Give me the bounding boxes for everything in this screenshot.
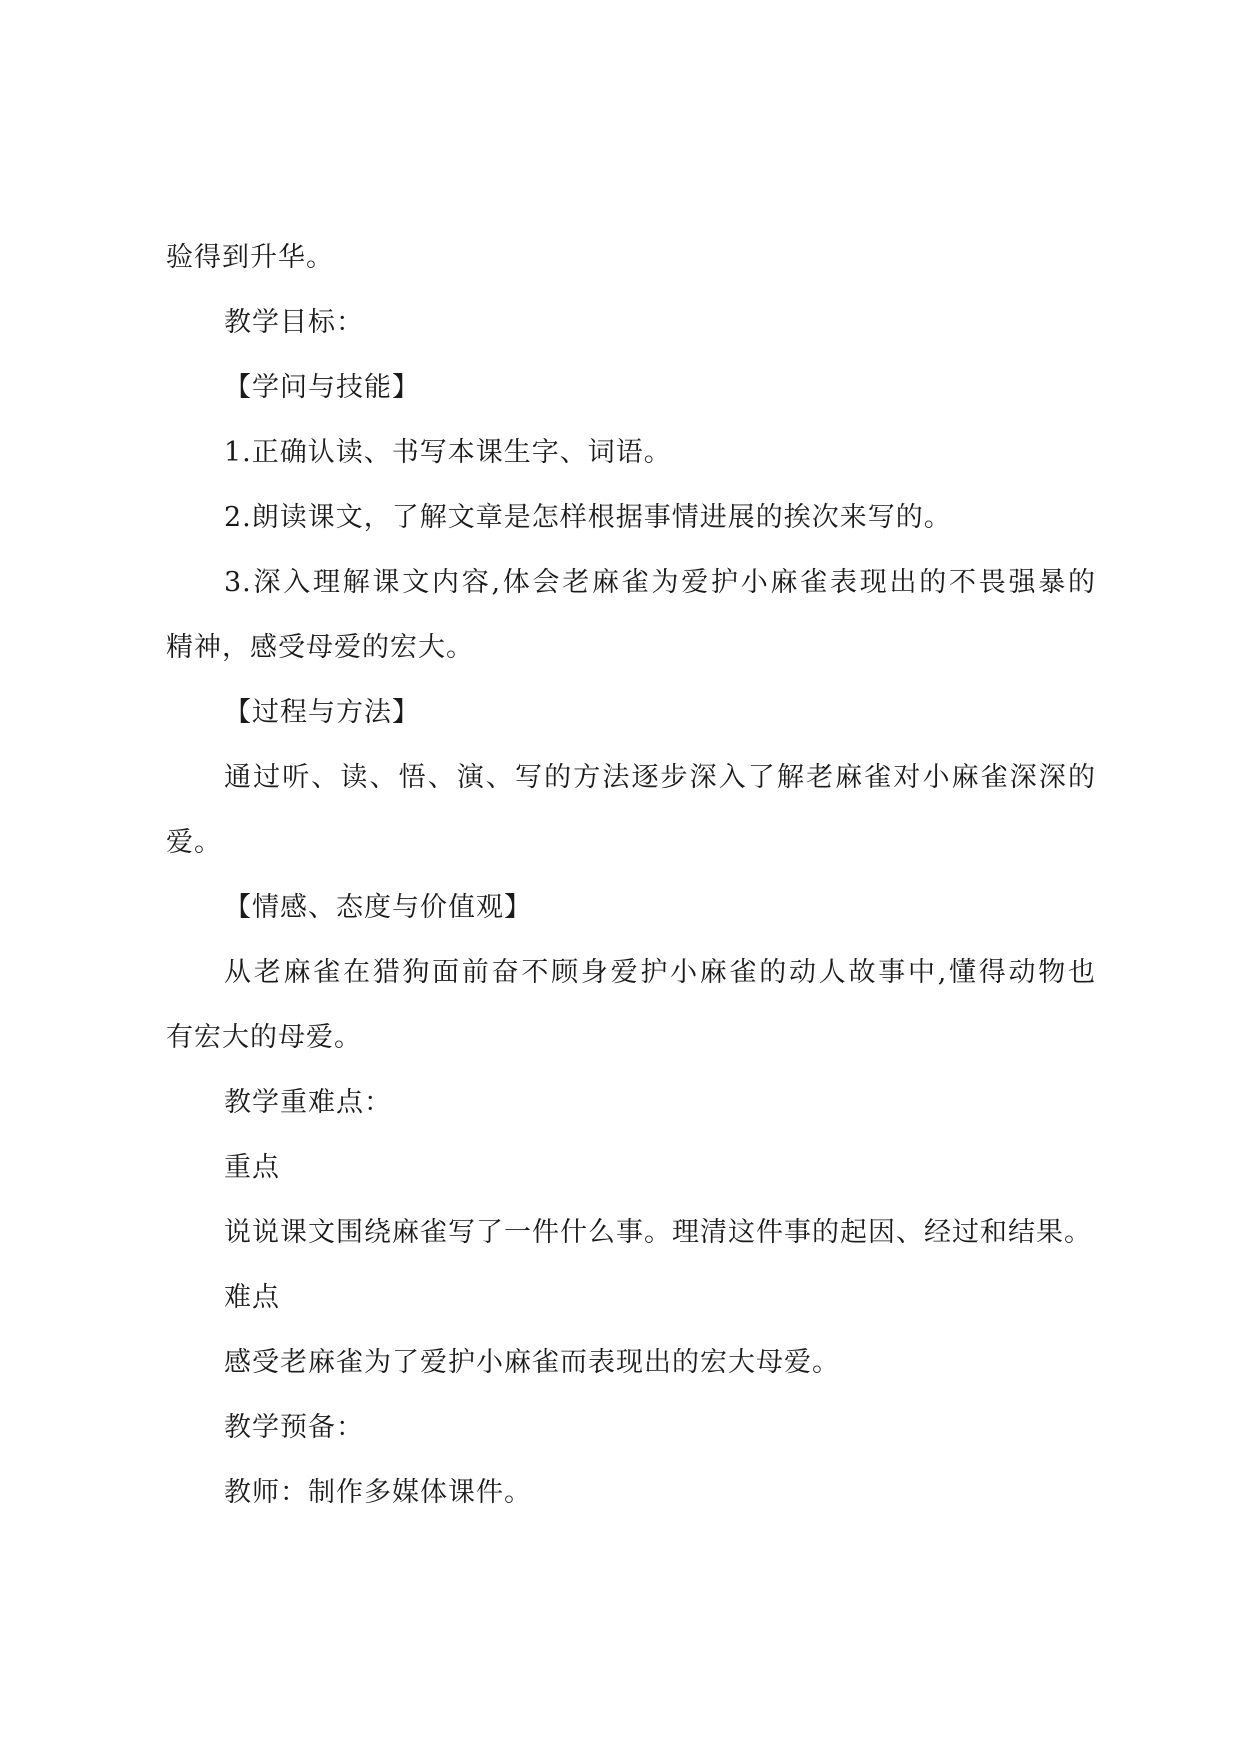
preparation-teacher: 教师：制作多媒体课件。 [224,1477,532,1508]
difficult-point-text: 感受老麻雀为了爱护小麻雀而表现出的宏大母爱。 [224,1347,840,1378]
key-point-text: 说说课文围绕麻雀写了一件什么事。理清这件事的起因、经过和结果。 [224,1217,1092,1248]
document-body [166,225,1096,1525]
heading-key-difficult-points: 教学重难点： [224,1087,392,1118]
heading-teaching-goals: 教学目标： [224,307,364,338]
goal-item-1: 1.正确认读、书写本课生字、词语。 [224,437,672,468]
goal-item-3-line-1: 3.深入理解课文内容,体会老麻雀为爱护小麻雀表现出的不畏强暴的 [224,567,1096,598]
goal-item-3-line-2: 精神，感受母爱的宏大。 [166,632,474,663]
heading-teaching-preparation: 教学预备： [224,1412,364,1443]
section-process-methods: 【过程与方法】 [224,697,420,728]
emotion-text-line-1: 从老麻雀在猎狗面前奋不顾身爱护小麻雀的动人故事中,懂得动物也 [224,957,1096,988]
label-difficult-point: 难点 [224,1282,280,1313]
goal-item-2: 2.朗读课文，了解文章是怎样根据事情进展的挨次来写的。 [224,502,952,533]
emotion-text-line-2: 有宏大的母爱。 [166,1022,362,1053]
paragraph-continuation: 验得到升华。 [166,242,334,273]
section-emotion-values: 【情感、态度与价值观】 [224,892,532,923]
section-knowledge-skills: 【学问与技能】 [224,372,420,403]
process-text-line-2: 爱。 [166,827,222,858]
process-text-line-1: 通过听、读、悟、演、写的方法逐步深入了解老麻雀对小麻雀深深的 [224,762,1096,793]
label-key-point: 重点 [224,1152,280,1183]
